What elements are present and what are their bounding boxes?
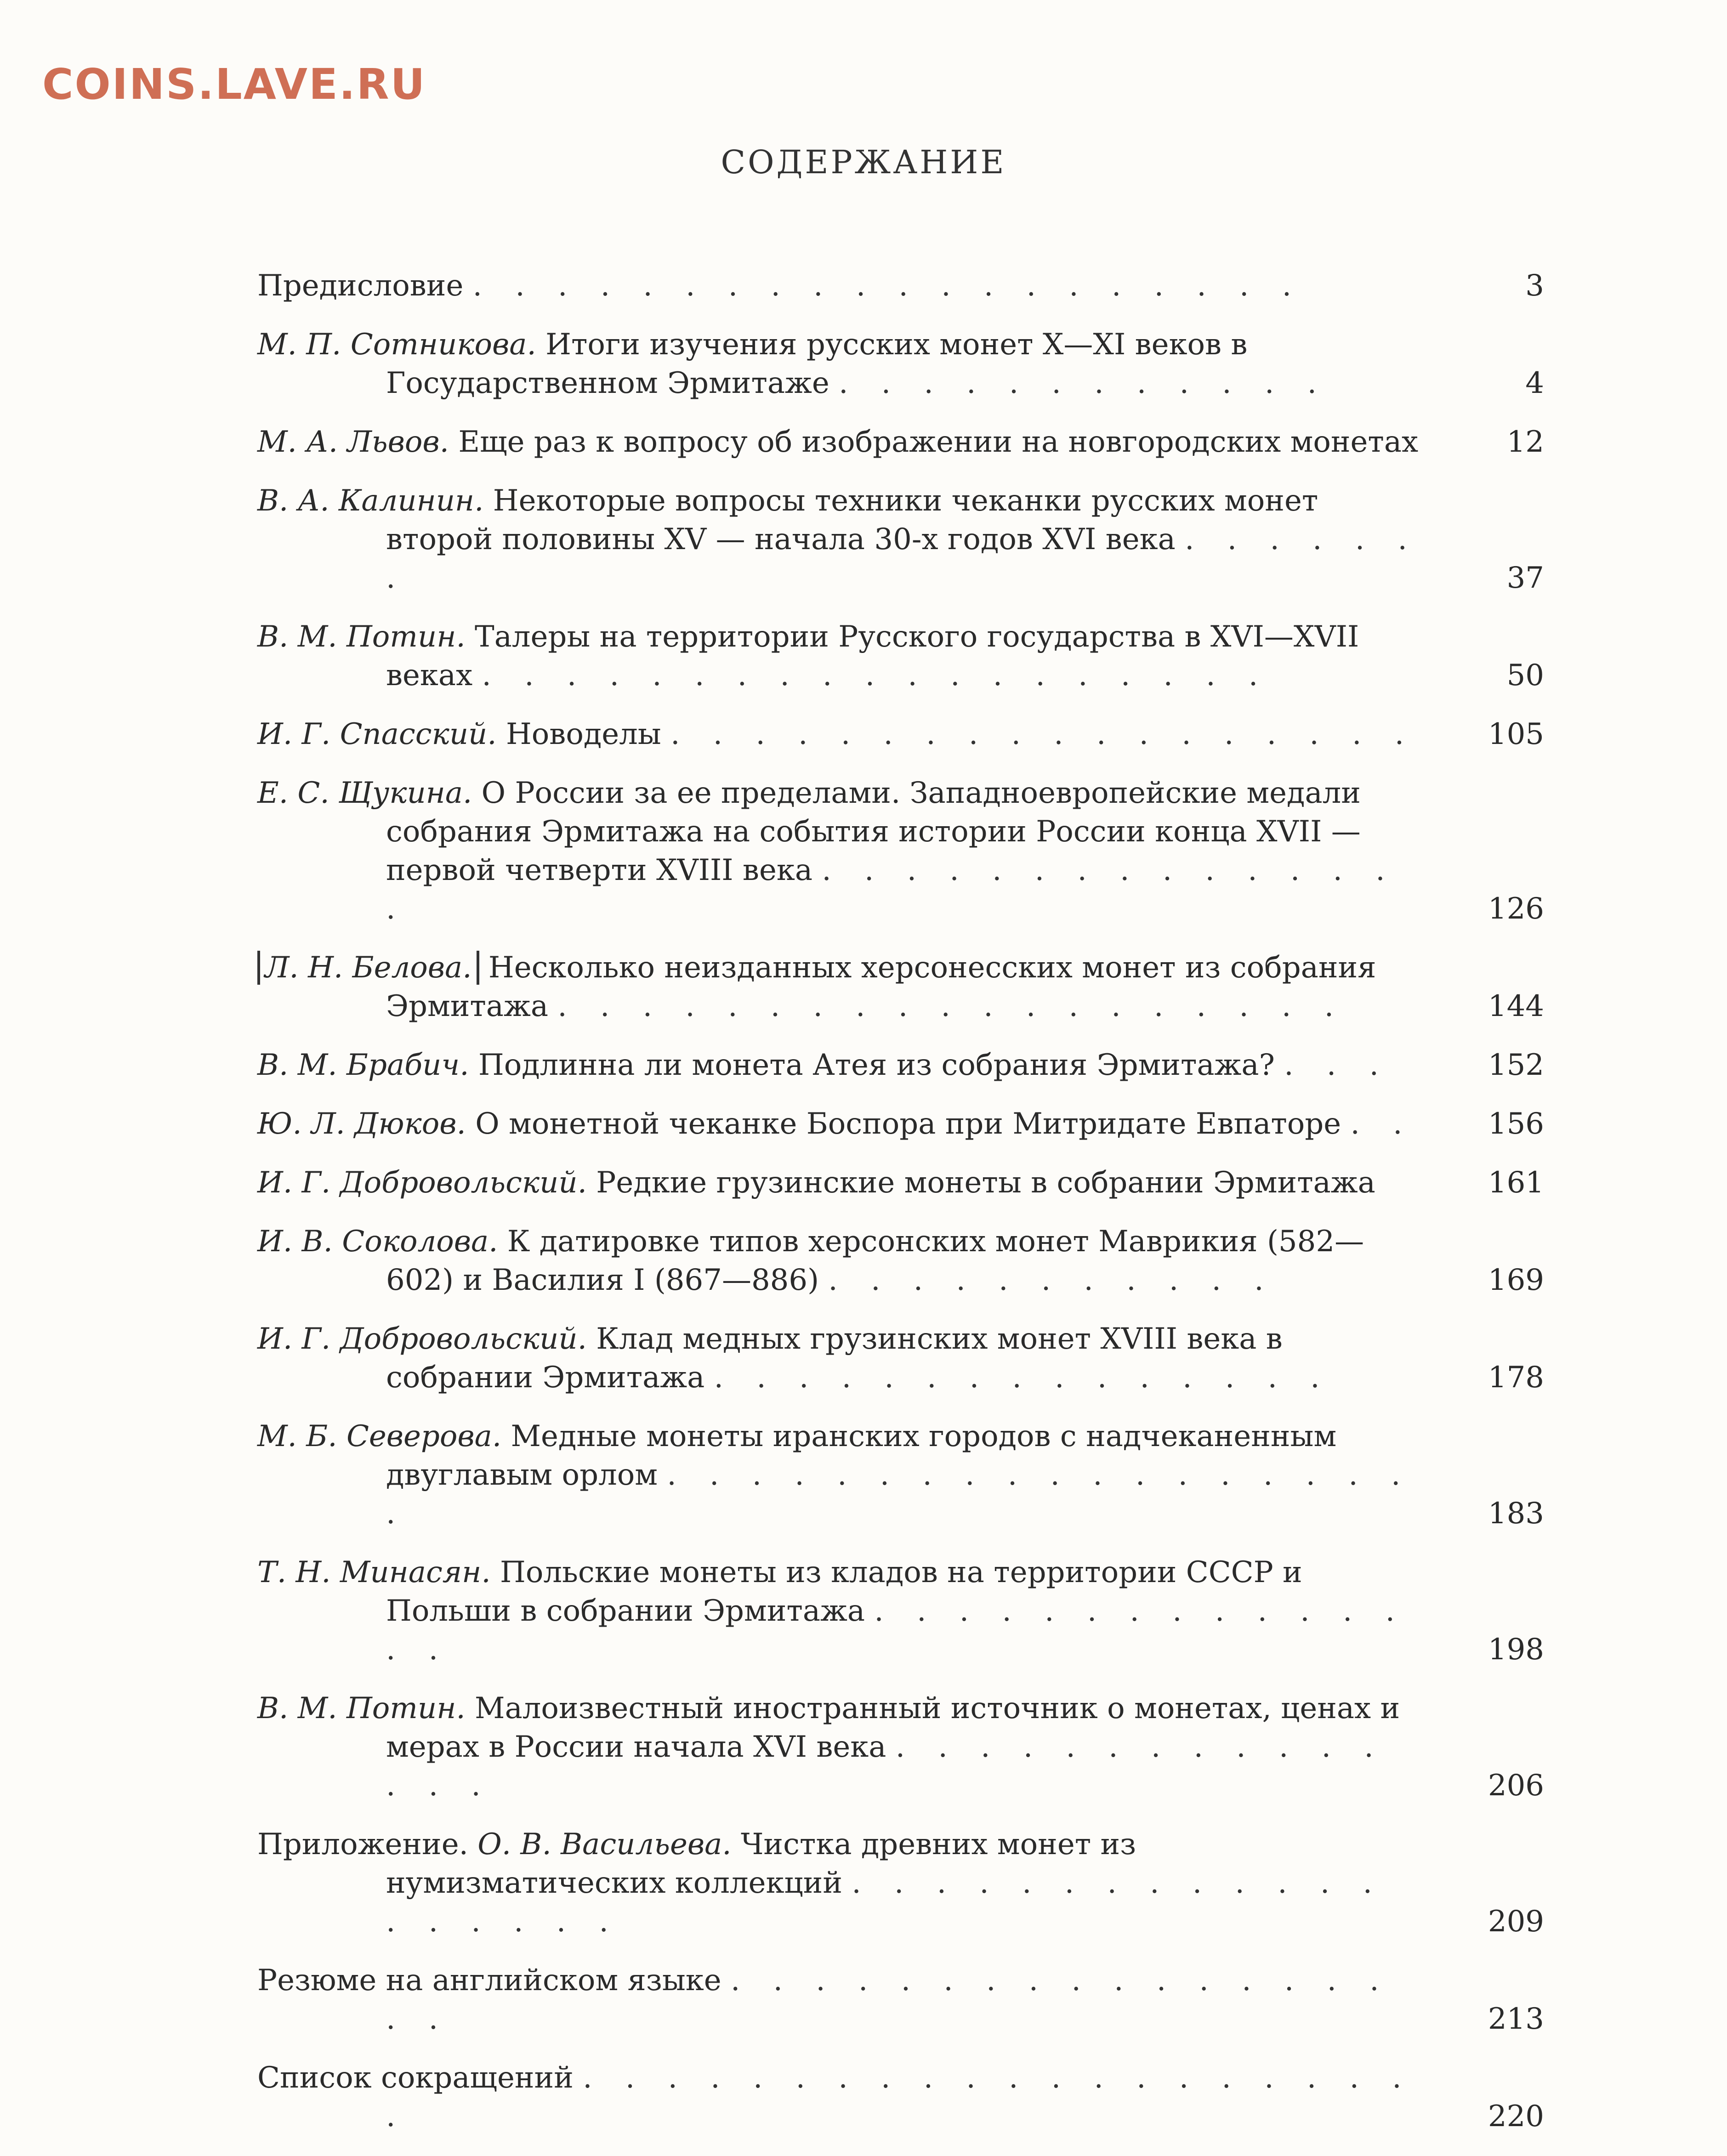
entry-title: Новоделы [506, 717, 661, 751]
page-number: 156 [1488, 1107, 1544, 1141]
toc-entry-summary[interactable] [257, 1961, 1544, 2038]
entry-author: Е. С. Щукина. [257, 776, 472, 810]
toc-entry-abbreviations[interactable] [257, 2059, 1544, 2136]
toc-entry[interactable] [257, 715, 1544, 754]
entry-author: И. Г. Добровольский. [257, 1322, 587, 1356]
toc-entry-appendix[interactable] [257, 1825, 1544, 1941]
entry-title: Список сокращений [257, 2061, 574, 2095]
leader-dots: . . . . . . . . . . . . . . . . . . . [386, 1458, 1413, 1531]
entry-author: И. В. Соколова. [257, 1225, 498, 1259]
leader-dots: . . . . . . . . . . . . . . . [386, 1594, 1407, 1667]
toc-entry[interactable] [257, 1105, 1544, 1143]
page-number: 209 [1488, 1905, 1544, 1939]
page-number: 213 [1488, 2002, 1544, 2036]
toc-entry[interactable] [257, 1417, 1544, 1533]
toc-entry[interactable] [257, 1320, 1544, 1397]
leader-dots: . . . . . . . . . . . . . . . . . . [386, 1963, 1391, 2036]
page-number: 206 [1488, 1769, 1544, 1803]
entry-title: Итоги изучения русских монет X—XI веков в Государственном Эрмитаже [386, 328, 1248, 400]
entry-title: Чистка древних монет из нумизматических коллекций [386, 1827, 1136, 1900]
page-number: 152 [1488, 1048, 1544, 1082]
entry-title: Малоизвестный иностранный источник о монетах, ценах и мерах в России начала XVI века [386, 1691, 1400, 1764]
leader-dots: . . . . . . . . . . . [828, 1263, 1276, 1297]
page-number: 4 [1525, 366, 1544, 400]
toc-entry[interactable] [257, 1046, 1544, 1084]
toc-entry[interactable] [257, 1163, 1544, 1202]
toc-entry[interactable] [257, 948, 1544, 1026]
entry-title: Польские монеты из кладов на территории СССР и Польши в собрании Эрмитажа [386, 1555, 1302, 1628]
leader-dots: . . . . . . . . . . . . . . . . . . . [557, 989, 1346, 1023]
entry-author: Т. Н. Минасян. [257, 1555, 491, 1589]
entry-title: Редкие грузинские монеты в собрании Эрмитажа [596, 1166, 1375, 1200]
page-number: 178 [1488, 1361, 1544, 1395]
toc-entry[interactable] [257, 1222, 1544, 1299]
entry-prefix: Приложение. [257, 1827, 468, 1861]
leader-dots: . . . . . . . . . . . . . . . [714, 1361, 1332, 1395]
page-number: 105 [1488, 717, 1544, 751]
toc-entry[interactable] [257, 1553, 1544, 1669]
entry-title: Медные монеты иранских городов с надчеканенным двуглавым орлом [386, 1419, 1337, 1492]
entry-title: Еще раз к вопросу об изображении на новгородских монетах [458, 425, 1419, 459]
page-number: 220 [1488, 2099, 1544, 2133]
entry-author: В. М. Потин. [257, 1691, 466, 1725]
toc-entry[interactable] [257, 1689, 1544, 1805]
entry-author: В. А. Калинин. [257, 484, 484, 518]
entry-author: О. В. Васильева. [477, 1827, 732, 1861]
watermark: COINS.LAVE.RU [42, 60, 426, 109]
toc-entry[interactable] [257, 423, 1544, 461]
page-title: СОДЕРЖАНИЕ [721, 143, 1006, 181]
entry-author: Л. Н. Белова. [257, 951, 479, 985]
entry-author: М. Б. Северова. [257, 1419, 502, 1453]
entry-author: И. Г. Добровольский. [257, 1166, 587, 1200]
entry-title: Некоторые вопросы техники чеканки русских монет второй половины XV — начала 30-х годов XVI века [386, 484, 1318, 556]
entry-author: И. Г. Спасский. [257, 717, 497, 751]
toc-entry-preface[interactable] [257, 267, 1544, 305]
entry-title: Клад медных грузинских монет XVIII века в собрании Эрмитажа [386, 1322, 1283, 1395]
toc-entry[interactable] [257, 774, 1544, 928]
entry-author: Ю. Л. Дюков. [257, 1107, 466, 1141]
page-number: 3 [1525, 269, 1544, 303]
leader-dots: . . . . . . . . . . . . . . . . . . . . [472, 269, 1304, 303]
entry-title: Талеры на территории Русского государства в XVI—XVII веках [386, 620, 1359, 692]
entry-author: М. П. Сотникова. [257, 328, 536, 362]
page-number: 161 [1488, 1166, 1544, 1200]
page-number: 126 [1488, 892, 1544, 926]
entry-title: О России за ее пределами. Западноевропейские медали собрания Эрмитажа на события истории России конца XVII — первой четверти XVIII века [386, 776, 1361, 887]
entry-title: Предисловие [257, 269, 464, 303]
page-number: 144 [1488, 989, 1544, 1023]
page-number: 198 [1488, 1633, 1544, 1667]
toc-entry[interactable] [257, 482, 1544, 597]
entry-title: Резюме на английском языке [257, 1963, 721, 1997]
entry-title: Подлинна ли монета Атея из собрания Эрмитажа? [478, 1048, 1275, 1082]
leader-dots: . . . . . . . . . . . . . . . . . . . . . [386, 2061, 1414, 2133]
leader-dots: . . . [1284, 1048, 1391, 1082]
entry-author: В. М. Брабич. [257, 1048, 469, 1082]
page-number: 50 [1506, 658, 1544, 692]
entry-title: О монетной чеканке Боспора при Митридате Евпаторе [475, 1107, 1341, 1141]
table-of-contents [257, 267, 1544, 2156]
leader-dots: . . . . . . . . . . . . . . . . . . . [482, 658, 1270, 692]
leader-dots: . . . . . . . . . . . . . . . [386, 853, 1397, 926]
leader-dots: . . . . . . . . . . . . . . . [386, 1730, 1386, 1803]
entry-author: М. А. Львов. [257, 425, 449, 459]
toc-entry[interactable] [257, 618, 1544, 695]
page-number: 169 [1488, 1263, 1544, 1297]
leader-dots: . . [1350, 1107, 1415, 1141]
leader-dots: . . . . . . . [386, 522, 1419, 595]
page-number: 183 [1488, 1497, 1544, 1531]
page-number: 12 [1506, 425, 1544, 459]
toc-entry[interactable] [257, 325, 1544, 403]
leader-dots: . . . . . . . . . . . . . . . . . . . [386, 1866, 1384, 1939]
entry-title: К датировке типов херсонских монет Маврикия (582—602) и Василия I (867—886) [386, 1225, 1364, 1297]
entry-title: Несколько неизданных херсонесских монет из собрания Эрмитажа [386, 951, 1376, 1023]
entry-author: В. М. Потин. [257, 620, 466, 654]
leader-dots: . . . . . . . . . . . . . . . . . . [670, 717, 1416, 751]
leader-dots: . . . . . . . . . . . . [839, 366, 1329, 400]
page-number: 37 [1506, 561, 1544, 595]
